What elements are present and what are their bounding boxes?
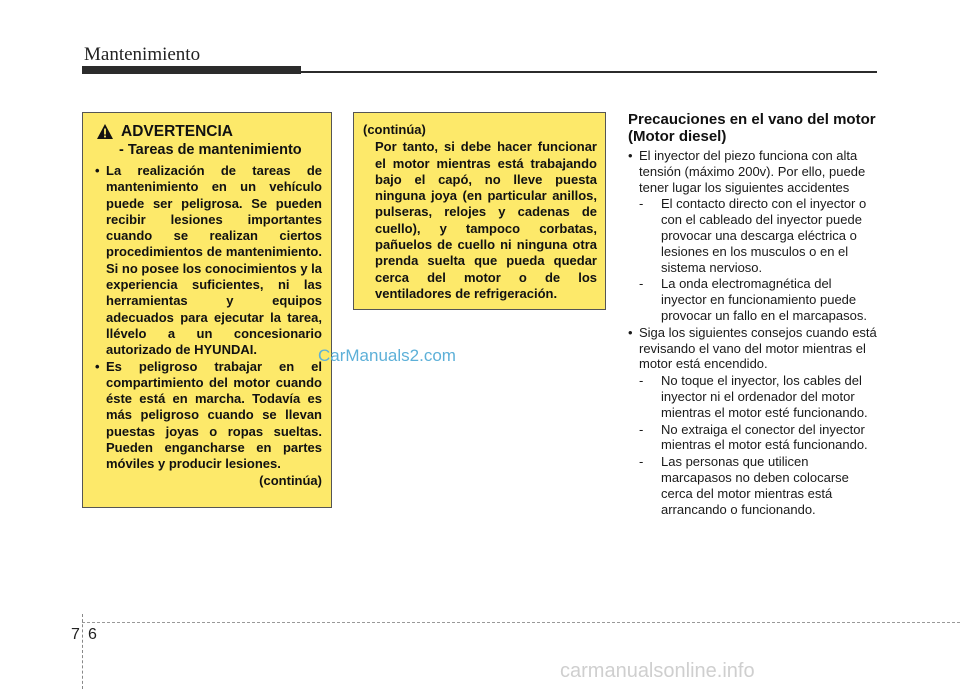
section-bullet-2-text: Siga los siguientes consejos cuando está revisando el vano del motor mientras el motor está encendido.	[639, 324, 877, 372]
header-rule	[301, 71, 877, 73]
dash-item: - El contacto directo con el inyector o con el cableado del inyector puede provocar una descarga eléctrica o lesiones en los musculos o en el sistema nervioso.	[639, 196, 867, 275]
header-bar	[82, 66, 301, 74]
page-chapter: 7	[71, 626, 80, 643]
warning-bullet-1-text: • La realización de tareas de mantenimiento en un vehículo puede ser peligrosa. Se pueden recibir lesiones importantes cuando se realizan ciertos procedimientos de mantenimiento. Si no posee los conocimientos y la experiencia suficientes, ni las herramientas y equipos adecuados para ejecutar la tarea, llévelo a un concesionario autorizado de HYUNDAI.	[106, 163, 322, 358]
warning-box-maintenance	[82, 112, 332, 508]
warning-heading	[95, 123, 322, 141]
page-number: 6	[88, 626, 97, 643]
dash-item-text: No toque el inyector, los cables del inyector ni el ordenador del motor mientras el motor esté funcionando.	[661, 373, 868, 420]
warning-subheading: - Tareas de mantenimiento	[119, 142, 302, 158]
section-bullet-2	[628, 325, 879, 372]
dash-item: - No toque el inyector, los cables del inyector ni el ordenador del motor mientras el motor esté funcionando.	[639, 373, 868, 420]
warning-box-continued	[353, 112, 606, 310]
section-bullet-1	[628, 148, 879, 195]
page-footer-rule	[82, 622, 960, 623]
dash-item: - Las personas que utilicen marcapasos no deben colocarse cerca del motor mientras está arrancando o funcionando.	[639, 454, 849, 517]
dash-item-text: El contacto directo con el inyector o con el cableado del inyector puede provocar una descarga eléctrica o lesiones en los musculos o en el sistema nervioso.	[661, 196, 867, 275]
section-bullet-1-text: El inyector del piezo funciona con alta tensión (máximo 200v). Por ello, puede tener lugar los siguientes accidentes	[639, 148, 866, 195]
page-footer-divider	[82, 614, 83, 689]
section-body	[628, 148, 879, 518]
continued-top-label: (continúa)	[363, 122, 426, 137]
continued-label: (continúa)	[259, 472, 322, 488]
dash-item-text: No extraiga el conector del inyector mientras el motor está funcionando.	[661, 421, 868, 453]
dash-item: - No extraiga el conector del inyector mientras el motor está funcionando.	[639, 421, 868, 453]
footer-site-watermark: carmanualsonline.info	[560, 660, 755, 682]
dash-item-text: Las personas que utilicen marcapasos no deben colocarse cerca del motor mientras está arrancando o funcionando.	[661, 454, 849, 517]
page-header-title: Mantenimiento	[84, 44, 201, 65]
warning-bullet-1	[95, 163, 322, 359]
warning-bullet-2-text: • Es peligroso trabajar en el compartimiento del motor cuando éste está en marcha. Todavía es más peligroso cuando se llevan puestas joyas o ropas sueltas. Pueden engancharse en partes móviles y producir lesiones.	[106, 358, 322, 472]
dash-item-text: La onda electromagnética del inyector en funcionamiento puede provocar un fallo en el marcapasos.	[661, 276, 867, 323]
warning-bullet-2	[95, 359, 322, 473]
section-title: Precauciones en el vano del motor (Motor diesel)	[628, 111, 876, 145]
watermark-link[interactable]: CarManuals2.com	[318, 346, 456, 365]
warning-continued-text: Por tanto, si debe hacer funcionar el motor mientras está trabajando bajo el capó, no lleve puesta ninguna joya (en particular anillos, pulseras, relojes y cadenas de cuello), y tampoco corbatas, pañuelos de cuello ni ninguna otra prenda suelta que pueda quedar cerca del motor o de los ventiladores de refrigeración.	[375, 139, 597, 301]
dash-item: - La onda electromagnética del inyector en funcionamiento puede provocar un fallo en el marcapasos.	[639, 276, 867, 323]
warning-triangle-icon	[96, 123, 114, 140]
warning-heading-text: ADVERTENCIA	[121, 123, 233, 140]
